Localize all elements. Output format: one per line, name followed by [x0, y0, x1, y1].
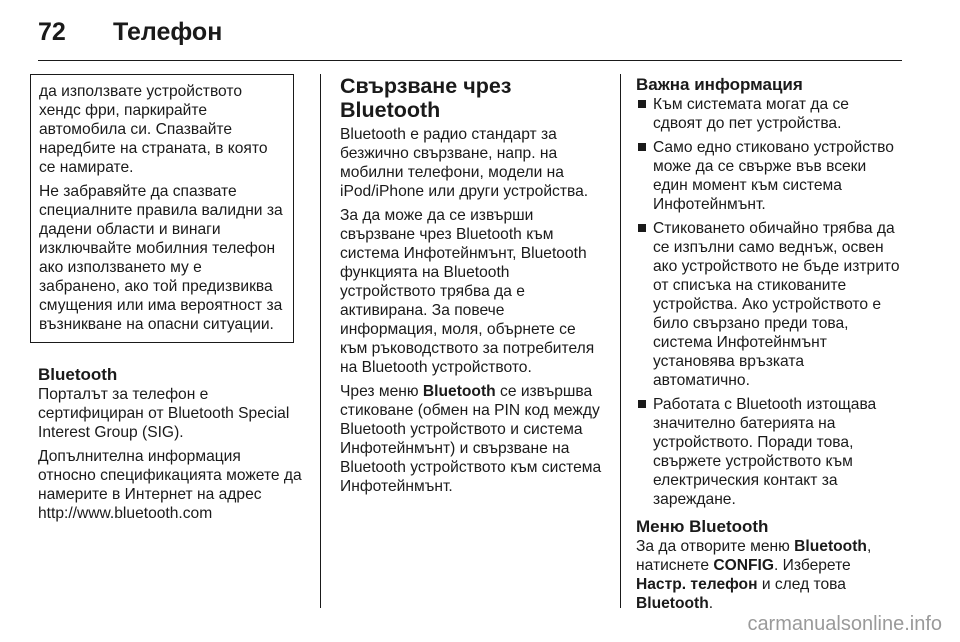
bluetooth-heading: Bluetooth	[38, 365, 118, 384]
square-bullet-icon	[638, 400, 646, 408]
square-bullet-icon	[638, 224, 646, 232]
warning-paragraph-2: Не забравяйте да спазвате специалните правила валидни за дадени области и винаги изключвайте мобилния телефон ако използването му е забранено, ако той предизвиква смущения или има вероятност за възникване на опасни ситуации.	[39, 183, 283, 333]
page-number: 72	[38, 18, 66, 46]
list-item: Работата с Bluetooth изтощава значително батерията на устройството. Поради това, свържете устройството към електрическия контакт за зареждане.	[636, 395, 902, 509]
column-3	[636, 74, 902, 613]
connection-paragraph-3: Чрез меню Bluetooth се извършва стиковане (обмен на PIN код между Bluetooth устройството и система Инфотейнмънт) и свързване на Bluetooth устройството към система Инфотейнмънт.	[340, 383, 602, 495]
square-bullet-icon	[638, 100, 646, 108]
square-bullet-icon	[638, 143, 646, 151]
column-divider-2	[620, 74, 621, 608]
bluetooth-paragraph-2: Допълнителна информация относно спецификацията можете да намерите в Интернет на адрес http://www.bluetooth.com	[38, 448, 302, 522]
connection-paragraph-2: За да може да се извърши свързване чрез Bluetooth към система Инфотейнмънт, Bluetooth функцията на Bluetooth устройството трябва да е активирана. За повече информация, моля, обърнете се към ръководството за потребителя на Bluetooth устройството.	[340, 207, 595, 376]
watermark: carmanualsonline.info	[747, 613, 942, 635]
warning-paragraph-1: да използвате устройството хендс фри, паркирайте автомобила си. Спазвайте наредбите на страната, в която се намирате.	[39, 83, 268, 176]
column-1	[38, 74, 302, 523]
bluetooth-connection-heading: Свързване чрез Bluetooth	[340, 74, 512, 122]
bluetooth-paragraph-1: Порталът за телефон е сертифициран от Bluetooth Special Interest Group (SIG).	[38, 386, 290, 441]
menu-bluetooth-bold: Bluetooth	[422, 383, 496, 400]
bluetooth-menu-heading: Меню Bluetooth	[636, 517, 769, 536]
important-info-list	[636, 95, 902, 509]
header-rule	[38, 60, 902, 61]
warning-box	[30, 74, 294, 343]
connection-paragraph-1: Bluetooth е радио стандарт за безжично свързване, напр. на мобилни телефони, модели на iPod/iPhone или други устройства.	[340, 126, 589, 200]
list-item: Към системата могат да се сдвоят до пет устройства.	[636, 95, 902, 133]
column-2	[340, 74, 604, 496]
column-divider-1	[320, 74, 321, 608]
list-item: Стиковането обичайно трябва да се изпълни само веднъж, освен ако устройството не бъде изтрито от списъка на стикованите устройства. Ако устройството е било свързано преди това, система Инфотейнмънт установява връзката автоматично.	[636, 219, 902, 390]
list-item: Само едно стиковано устройство може да се свърже във всеки един момент към система Инфотейнмънт.	[636, 138, 902, 214]
important-info-heading: Важна информация	[636, 75, 803, 94]
bluetooth-menu-paragraph: За да отворите меню Bluetooth, натиснете CONFIG. Изберете Настр. телефон и след това Bluetooth.	[636, 538, 872, 612]
page-section-title: Телефон	[113, 18, 223, 46]
